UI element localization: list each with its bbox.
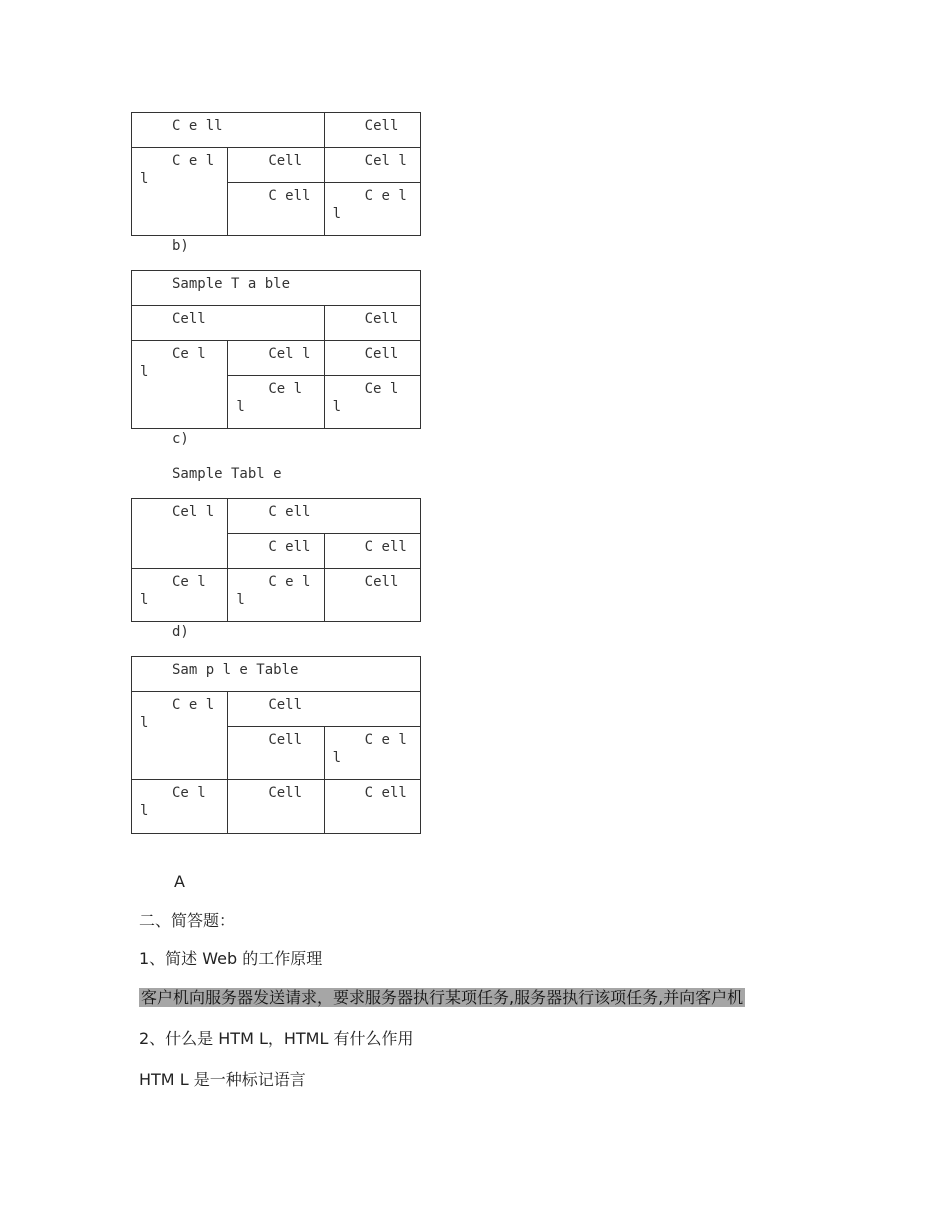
table-cell: Ce l l xyxy=(132,780,228,834)
table-b xyxy=(131,270,421,429)
caption-d: d) xyxy=(172,624,189,640)
answer-letter: A xyxy=(174,872,185,891)
table-cell: Cel l xyxy=(228,341,324,376)
question-1: 1、简述 Web 的工作原理 xyxy=(139,949,323,968)
table-cell: C e l l xyxy=(324,727,420,780)
table-cell: Ce l l xyxy=(324,376,420,429)
caption-b: b) xyxy=(172,238,189,254)
table-cell: C e ll xyxy=(132,113,325,148)
table-cell: Cell xyxy=(324,306,420,341)
table-title-cell: Sample T a ble xyxy=(132,271,421,306)
table-cell: Ce l l xyxy=(132,569,228,622)
table-cell: Cel l xyxy=(132,499,228,569)
table-cell: Cell xyxy=(324,569,420,622)
caption-c: c) xyxy=(172,431,189,447)
table-cell: Cell xyxy=(228,727,324,780)
table-cell: C e ll xyxy=(132,692,228,780)
table-c xyxy=(131,498,421,622)
table-cell: C ell xyxy=(324,534,420,569)
table-cell: C ell xyxy=(228,499,421,534)
table-cell: C e ll xyxy=(228,569,324,622)
table-d xyxy=(131,656,421,834)
table-cell: Cell xyxy=(324,341,420,376)
answer-2: HTM L 是一种标记语言 xyxy=(139,1070,306,1089)
table-cell: Ce l l xyxy=(228,376,324,429)
highlighted-answer-text: 客户机向服务器发送请求，要求服务器执行某项任务,服务器执行该项任务,并向客户机 xyxy=(141,988,744,1007)
table-cell: C ell xyxy=(324,780,420,834)
table-cell: C e l l xyxy=(132,148,228,236)
answer-1 xyxy=(139,985,745,1008)
table-cell: C e l l xyxy=(324,183,420,236)
table-cell: Cell xyxy=(228,148,324,183)
table-cell: Cell xyxy=(228,780,324,834)
table-cell: Ce l l xyxy=(132,341,228,429)
table-cell: Cell xyxy=(324,113,420,148)
table-cell: Cell xyxy=(132,306,325,341)
section-title: 二、简答题： xyxy=(139,911,236,930)
table-title-cell: Sam p l e Table xyxy=(132,657,421,692)
table-cell: Cel l xyxy=(324,148,420,183)
table-cell: C ell xyxy=(228,183,324,236)
table-cell: C ell xyxy=(228,534,324,569)
table-a xyxy=(131,112,421,236)
question-2: 2、什么是 HTM L，HTML 有什么作用 xyxy=(139,1029,414,1048)
table-cell: Cell xyxy=(228,692,421,727)
table-c-title: Sample Tabl e xyxy=(172,466,282,482)
